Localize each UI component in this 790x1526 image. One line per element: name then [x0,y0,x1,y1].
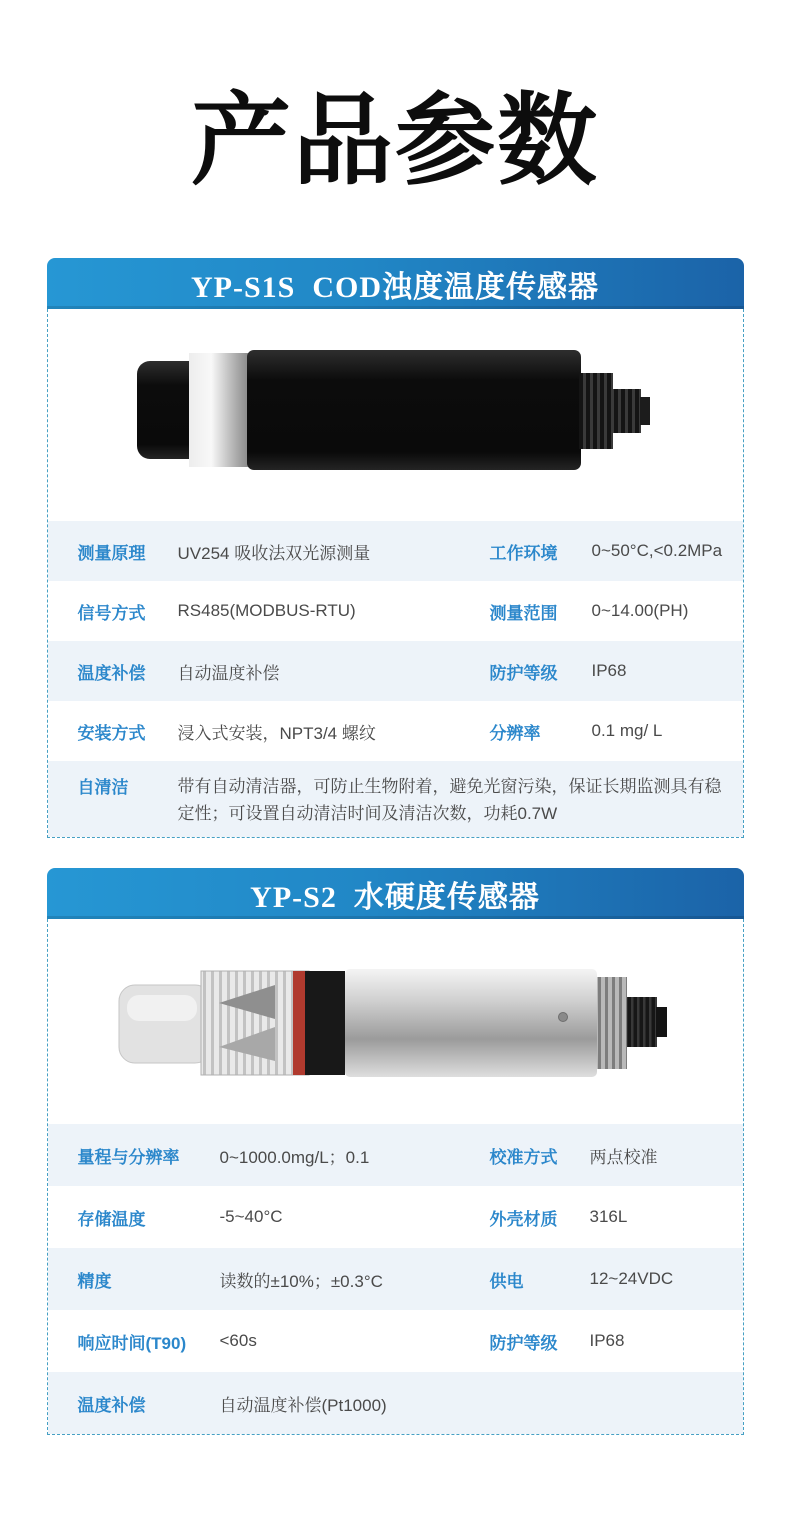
spec-label: 供电 [489,1271,524,1291]
spec-value: 0.1 mg/ L [591,721,663,740]
hardness-sensor-image [115,957,675,1087]
spec-row [48,521,743,581]
spec-row [48,1124,743,1186]
product-card-yp-s2 [47,868,744,1435]
spec-label: 存储温度 [77,1209,146,1229]
spec-value: RS485(MODBUS-RTU) [177,601,356,620]
spec-row [48,701,743,761]
spec-label: 自清洁 [77,778,129,797]
spec-value: 0~14.00(PH) [591,601,689,620]
spec-label: 量程与分辨率 [77,1147,180,1167]
spec-row [48,641,743,701]
card-body-yp-s1s [47,309,744,838]
card-title-yp-s1s: YP-S1S COD浊度温度传感器 [47,258,744,309]
spec-value: 316L [589,1207,628,1226]
spec-value: 浸入式安装，NPT3/4 螺纹 [177,723,376,743]
spec-value: 带有自动清洁器，可防止生物附着，避免光窗污染，保证长期监测具有稳定性；可设置自动清洁时间及清洁次数，功耗0.7W [177,777,722,823]
spec-label: 外壳材质 [489,1209,558,1229]
spec-row [48,1372,743,1434]
product-card-yp-s1s [47,258,744,838]
spec-label: 安装方式 [77,723,146,743]
card-body-yp-s2 [47,919,744,1435]
spec-row [48,1186,743,1248]
spec-label: 响应时间(T90) [77,1333,187,1353]
spec-label: 防护等级 [489,1333,558,1353]
spec-value: 自动温度补偿(Pt1000) [219,1395,387,1415]
water-hardness-sensor-photo [48,919,743,1124]
spec-label: 温度补偿 [77,1395,146,1415]
spec-value: 0~1000.0mg/L；0.1 [219,1147,370,1167]
spec-label: 精度 [77,1271,112,1291]
spec-label: 测量范围 [489,603,558,623]
spec-row [48,1248,743,1310]
spec-row [48,761,743,837]
spec-row [48,581,743,641]
spec-label: 校准方式 [489,1147,558,1167]
cod-turbidity-temperature-sensor-photo [48,309,743,521]
card-title-yp-s2: YP-S2 水硬度传感器 [47,868,744,919]
spec-table-yp-s2 [48,1124,743,1434]
spec-table-yp-s1s [48,521,743,837]
spec-value: 自动温度补偿 [177,663,280,683]
spec-label: 工作环境 [489,543,558,563]
spec-row [48,1310,743,1372]
spec-value: IP68 [591,661,627,680]
spec-value: 两点校准 [589,1147,658,1167]
cod-sensor-image [135,343,655,488]
spec-value: 12~24VDC [589,1269,674,1288]
spec-label: 防护等级 [489,663,558,683]
spec-label: 信号方式 [77,603,146,623]
spec-value: UV254 吸收法双光源测量 [177,543,371,563]
spec-label: 温度补偿 [77,663,146,683]
spec-value: <60s [219,1331,257,1350]
spec-label: 测量原理 [77,543,146,563]
spec-value: IP68 [589,1331,625,1350]
spec-label: 分辨率 [489,723,541,743]
page-title: 产品参数 [191,86,599,197]
spec-value: 读数的±10%；±0.3°C [219,1271,383,1291]
spec-value: 0~50°C,<0.2MPa [591,541,723,560]
spec-value: -5~40°C [219,1207,283,1226]
